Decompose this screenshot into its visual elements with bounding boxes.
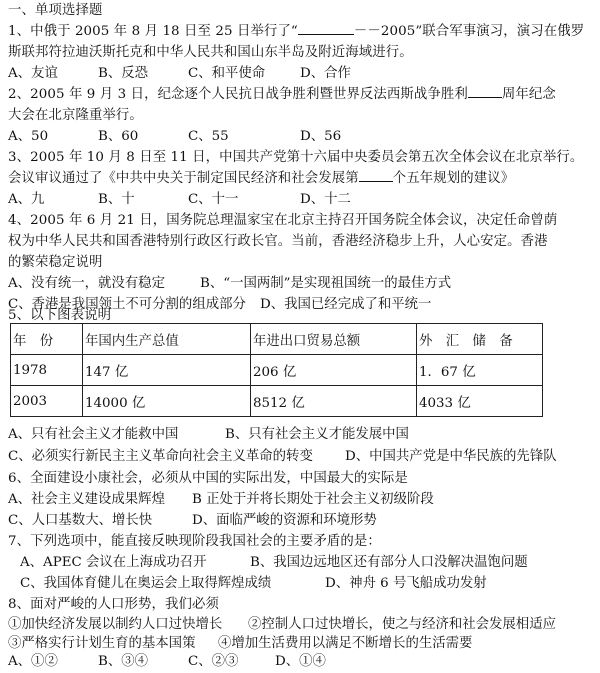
q3-option-d: D、十二 — [300, 192, 351, 207]
q1-stem-line-1 — [8, 21, 584, 43]
q4-stem-line-3: 的繁荣稳定说明 — [8, 255, 103, 270]
table-header-cell: 年国内生产总值 — [83, 324, 251, 355]
q8-item-4: ④增加生活费用以满足不断增长的生活需要 — [218, 636, 473, 651]
q3-option-a: A、九 — [8, 192, 45, 207]
table-cell: 4033 亿 — [417, 386, 543, 417]
q8-item-3: ③严格实行计划生育的基本国策 — [8, 636, 196, 651]
q8-item-2: ②控制人口过快增长，使之与经济和社会发展相适应 — [248, 617, 556, 632]
table-cell: 1．67 亿 — [417, 355, 543, 386]
q3-option-b: B、十 — [98, 192, 135, 207]
q5-option-d: D、中国共产党是中华民族的先锋队 — [345, 449, 557, 464]
q4-option-c: C、香港是我国领土不可分割的组成部分 — [8, 297, 246, 312]
q6-option-c: C、人口基数大、增长快 — [8, 513, 153, 528]
q6-option-d: D、面临严峻的资源和环境形势 — [192, 513, 377, 528]
table-header-cell: 外 汇 储 备 — [417, 324, 543, 355]
q4-stem-line-2: 权为中华人民共和国香港特别行政区行政长官。当前，香港经济稳步上升，人心安定。香港 — [8, 234, 548, 249]
q1-option-c: C、和平使命 — [188, 66, 266, 81]
q1-stem-part-a: 1、中俄于 2005 年 8 月 18 日至 25 日举行了“ — [8, 24, 298, 39]
q8-item-1: ①加快经济发展以制约人口过快增长 — [8, 617, 223, 632]
q5-stem: 5、以下图表说明 — [8, 308, 112, 323]
q1-stem-part-b: －－2005”联合军事演习，演习在俄罗 — [353, 24, 585, 39]
q3-option-c: C、十一 — [188, 192, 239, 207]
table-row — [11, 355, 543, 386]
q8-option-a: A、①② — [8, 654, 58, 669]
q5-option-b: B、只有社会主义才能发展中国 — [225, 427, 409, 442]
q8-option-b: B、③④ — [98, 654, 149, 669]
q2-stem-part-a: 2、2005 年 9 月 3 日，纪念逐个人民抗日战争胜利暨世界反法西斯战争胜利 — [8, 87, 468, 102]
q3-answer-blank — [359, 169, 393, 182]
q2-option-c: C、55 — [188, 129, 229, 144]
q8-stem: 8、面对严峻的人口形势，我们必须 — [8, 597, 219, 612]
q2-option-b: B、60 — [98, 129, 139, 144]
table-cell: 8512 亿 — [251, 386, 417, 417]
q3-stem-part-a: 会议审议通过了《中共中央关于制定国民经济和社会发展第 — [8, 171, 359, 186]
q4-option-d: D、我国已经完成了和平统一 — [260, 297, 432, 312]
table-cell: 1978 — [11, 355, 83, 386]
table-row — [11, 386, 543, 417]
table-header-row — [11, 324, 543, 355]
q7-option-c: C、我国体育健儿在奥运会上取得辉煌成绩 — [20, 576, 272, 591]
q4-option-a: A、没有统一，就没有稳定 — [8, 276, 165, 291]
q8-option-c: C、②③ — [188, 654, 239, 669]
q6-option-b: B 正处于并将长期处于社会主义初级阶段 — [192, 492, 434, 507]
q5-data-table — [10, 323, 543, 417]
q1-option-d: D、合作 — [300, 66, 351, 81]
table-header-cell: 年进出口贸易总额 — [251, 324, 417, 355]
q4-stem-line-1: 4、2005 年 6 月 21 日，国务院总理温家宝在北京主持召开国务院全体会议，决定任命曾荫 — [8, 213, 558, 228]
table-cell: 206 亿 — [251, 355, 417, 386]
q1-stem-line-2: 斯联邦符拉迪沃斯托克和中华人民共和国山东半岛及附近海域进行。 — [8, 45, 413, 60]
table-header-cell: 年 份 — [11, 324, 83, 355]
table-cell: 147 亿 — [83, 355, 251, 386]
section-title: 一、单项选择题 — [8, 3, 103, 18]
q2-stem-part-b: 周年纪念 — [501, 87, 556, 102]
q5-option-c: C、必须实行新民主主义革命向社会主义革命的转变 — [8, 449, 313, 464]
q7-stem: 7、下列选项中，能直接反映现阶段我国社会的主要矛盾的是： — [8, 534, 381, 549]
q7-option-a: A、APEC 会议在上海成功召开 — [20, 555, 207, 570]
q6-option-a: A、社会主义建设成果辉煌 — [8, 492, 165, 507]
q2-answer-blank — [468, 85, 502, 98]
table-cell: 2003 — [11, 386, 83, 417]
q7-option-d: D、神舟 6 号飞船成功发射 — [325, 576, 487, 591]
q2-option-d: D、56 — [300, 129, 342, 144]
q2-stem-line-2: 大会在北京隆重举行。 — [8, 108, 143, 123]
q8-option-d: D、①④ — [275, 654, 326, 669]
q3-stem-part-b: 个五年规划的建议》 — [392, 171, 515, 186]
q3-stem-line-1: 3、2005 年 10 月 8 日至 11 日，中国共产党第十六届中央委员会第五次全体会议在北京举行。 — [8, 150, 584, 165]
table-cell: 14000 亿 — [83, 386, 251, 417]
q2-option-a: A、50 — [8, 129, 49, 144]
q2-stem-line-1 — [8, 84, 556, 106]
q1-option-a: A、友谊 — [8, 66, 58, 81]
q1-option-b: B、反恐 — [98, 66, 149, 81]
q6-stem: 6、全面建设小康社会，必须从中国的实际出发，中国最大的实际是 — [8, 471, 408, 486]
q7-option-b: B、我国边远地区还有部分人口没解决温饱问题 — [250, 555, 528, 570]
q5-option-a: A、只有社会主义才能救中国 — [8, 427, 179, 442]
q3-stem-line-2 — [8, 168, 514, 190]
q1-answer-blank — [298, 22, 354, 35]
q4-option-b: B、“一国两制”是实现祖国统一的最佳方式 — [200, 276, 452, 291]
